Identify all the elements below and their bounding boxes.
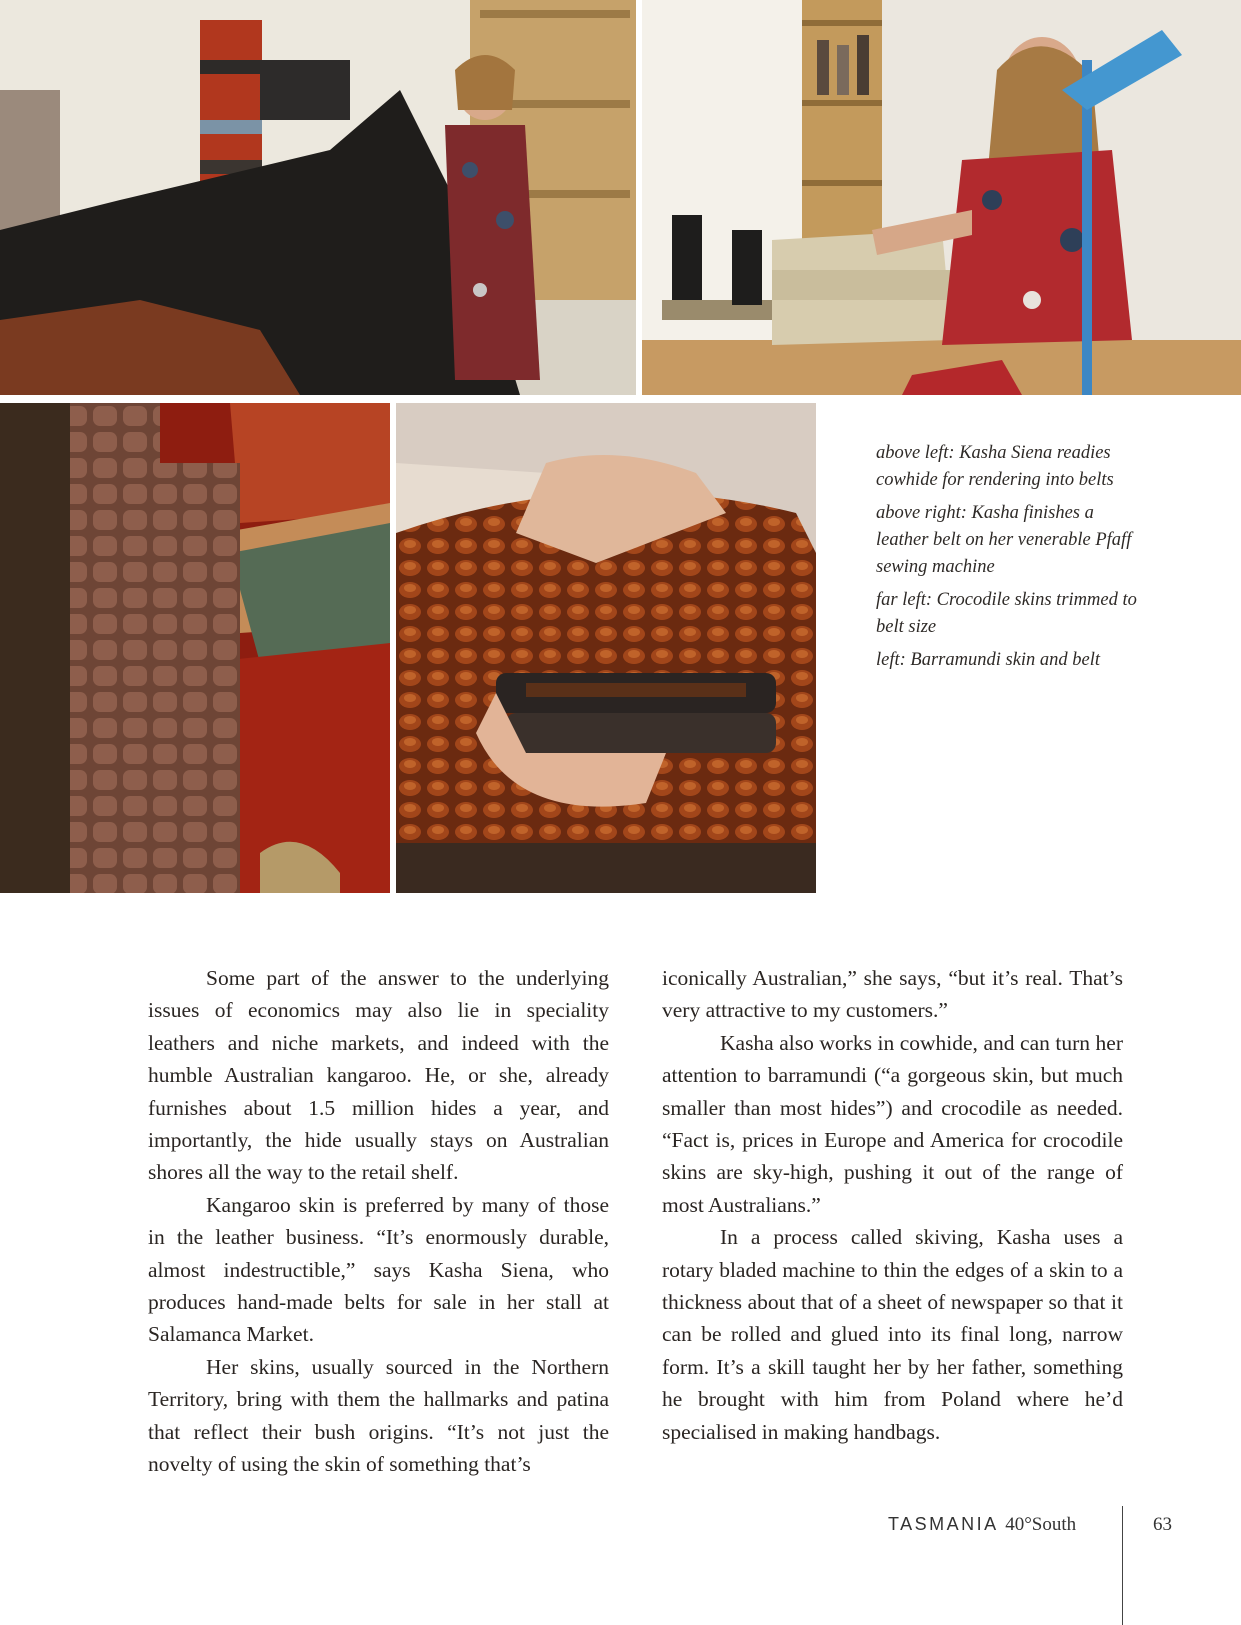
photo-barramundi-skin [396,403,816,893]
photo-captions [876,440,1141,680]
magazine-subtitle: 40°South [1005,1514,1077,1535]
footer-divider [1122,1506,1123,1625]
magazine-name [888,1514,1076,1536]
caption-far-left: far left: Crocodile skins trimmed to belt size [876,590,1137,637]
article-column-right [662,962,1123,1448]
photo-workshop-cowhide [0,0,636,395]
paragraph: Some part of the answer to the underlying issues of economics may also lie in speciality leathers and niche markets, and indeed with the humble Australian kangaroo. He, or she, already furnishes about 1.5 million hides a year, and importantly, the hide usually stays on Australian shores all the way to the retail shelf. [148,966,609,1185]
paragraph: Her skins, usually sourced in the Northern Territory, bring with them the hallmarks and patina that reflect their bush origins. “It’s not just the novelty of using the skin of something that’s [148,1354,609,1477]
paragraph: Kasha also works in cowhide, and can turn her attention to barramundi (“a gorgeous skin, but much smaller than most hides”) and crocodile as needed. “Fact is, prices in Europe and America for crocodile skins are sky-high, pushing it out of the range of most Australians.” [662,1030,1123,1217]
paragraph: In a process called skiving, Kasha uses a rotary bladed machine to thin the edges of a skin to a thickness about that of a sheet of newspaper so that it can be rolled and glued into its final long, narrow form. It’s a skill taught her by her father, something he brought with him from Poland where he’d specialised in making handbags. [662,1225,1123,1444]
photo-sewing-machine [642,0,1241,395]
paragraph: Kangaroo skin is preferred by many of those in the leather business. “It’s enormously durable, almost indestructible,” says Kasha Siena, who produces hand-made belts for sale in her stall at Salamanca Market. [148,1192,609,1347]
caption-above-right: above right: Kasha finishes a leather belt on her venerable Pfaff sewing machine [876,503,1132,577]
paragraph: iconically Australian,” she says, “but it’s real. That’s very attractive to my customers.” [662,966,1123,1023]
article-column-left [148,962,609,1481]
caption-left: left: Barramundi skin and belt [876,650,1101,670]
photo-crocodile-skins [0,403,390,893]
caption-above-left: above left: Kasha Siena readies cowhide for rendering into belts [876,443,1114,490]
page-number: 63 [1153,1514,1172,1535]
magazine-title: TASMANIA [888,1514,998,1534]
